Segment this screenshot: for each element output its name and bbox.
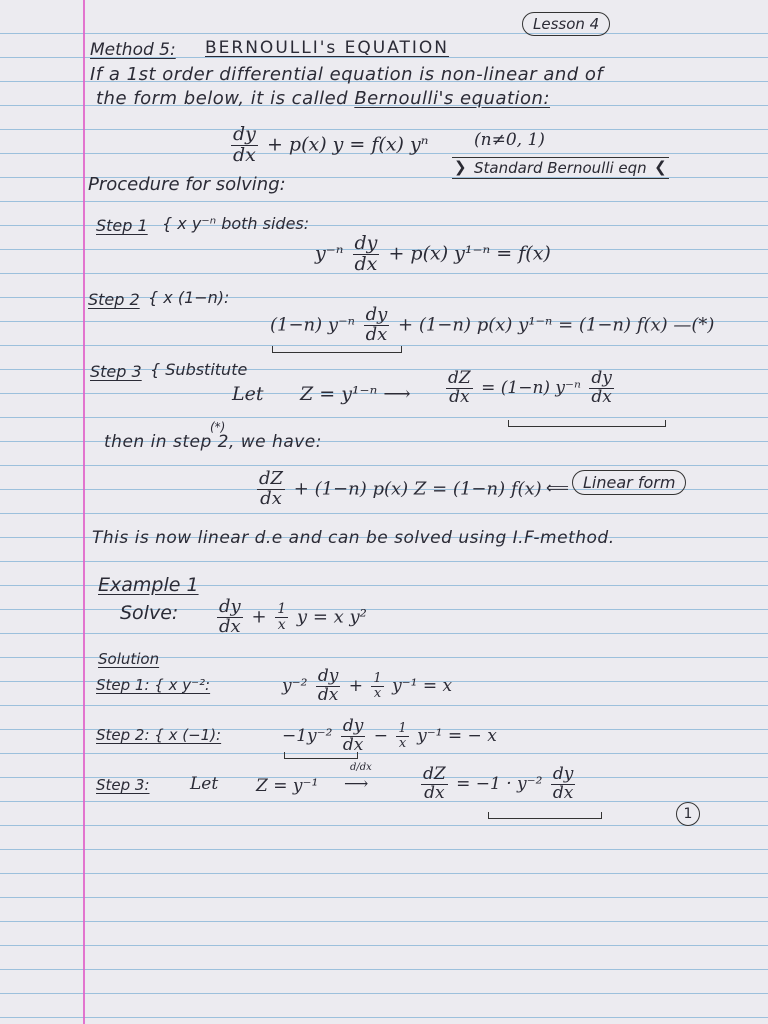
s3-derivative bbox=[418, 766, 578, 803]
step1-post: + p(x) y¹⁻ⁿ = f(x) bbox=[388, 242, 551, 265]
conclusion-text: This is now linear d.e and can be solved using I.F-method. bbox=[92, 528, 615, 548]
intro-line-1: If a 1st order differential equation is non-linear and of bbox=[90, 64, 604, 85]
step2-equation bbox=[270, 306, 714, 345]
s1-post: y⁻¹ = x bbox=[392, 675, 453, 696]
dz-dx-fraction: $\frac{dZ}{dx}$ bbox=[448, 368, 471, 407]
linear-form-tag: Linear form bbox=[572, 470, 686, 495]
intro-term: Bernoulli's equation: bbox=[354, 88, 551, 109]
step3-derivative bbox=[443, 370, 617, 407]
solution-step3-label: Step 3: bbox=[96, 776, 150, 794]
solution-step2-equation bbox=[282, 718, 497, 755]
step1-operation: { x y⁻ⁿ both sides: bbox=[162, 214, 310, 233]
step2-fraction: $\frac{dy}{dx}$ bbox=[365, 304, 388, 345]
step2-underbrace bbox=[272, 346, 402, 353]
linear-rest: + (1−n) p(x) Z = (1−n) f(x) bbox=[293, 478, 542, 500]
s2-pre: −1y⁻² bbox=[282, 725, 333, 746]
lesson-tag: Lesson 4 bbox=[522, 12, 610, 36]
dy-dx-fraction: $\frac{dy}{dx}$ bbox=[233, 123, 256, 166]
s2-one-over-x: $\frac{1}{x}$ bbox=[398, 721, 407, 751]
s3-underbrace bbox=[488, 812, 602, 819]
example-solve: Solve: bbox=[120, 602, 179, 624]
example-plus: + bbox=[251, 606, 267, 628]
step3-dy-fraction: $\frac{dy}{dx}$ bbox=[591, 368, 612, 407]
example-equation bbox=[214, 598, 367, 637]
then-star: (*) bbox=[210, 420, 226, 434]
s2-post: y⁻¹ = − x bbox=[417, 725, 497, 746]
s3-substitution: Z = y⁻¹ bbox=[256, 776, 319, 796]
s3-dy-dx: $\frac{dy}{dx}$ bbox=[552, 764, 574, 803]
step3-underbrace bbox=[508, 420, 666, 427]
step2-post: + (1−n) p(x) y¹⁻ⁿ = (1−n) f(x) —(*) bbox=[398, 314, 715, 336]
s3-dz-dx: $\frac{dZ}{dx}$ bbox=[423, 764, 446, 803]
intro-line-2 bbox=[96, 88, 550, 109]
linear-fraction: $\frac{dZ}{dx}$ bbox=[259, 468, 284, 509]
step3-mid: = (1−n) y⁻ⁿ bbox=[481, 377, 581, 398]
method-label: Method 5: bbox=[90, 40, 176, 60]
step3-operation: { Substitute bbox=[150, 360, 248, 379]
page-number: 1 bbox=[676, 802, 700, 826]
s1-one-over-x: $\frac{1}{x}$ bbox=[373, 671, 382, 701]
step2-operation: { x (1−n): bbox=[148, 288, 230, 307]
step2-pre: (1−n) y⁻ⁿ bbox=[270, 314, 355, 336]
procedure-heading: Procedure for solving: bbox=[88, 174, 286, 195]
standard-rest: + p(x) y = f(x) yⁿ bbox=[266, 133, 429, 156]
s3-arrow-label: d/dx bbox=[350, 762, 372, 773]
solution-step1-label: Step 1: { x y⁻²: bbox=[96, 676, 211, 694]
standard-banner: ❯ Standard Bernoulli eqn ❮ bbox=[452, 157, 669, 179]
s3-mid: = −1 · y⁻² bbox=[456, 773, 543, 794]
s1-fraction: $\frac{dy}{dx}$ bbox=[317, 666, 339, 705]
example-rest: y = x y² bbox=[296, 606, 367, 628]
step2-label: Step 2 bbox=[88, 290, 140, 309]
s2-fraction: $\frac{dy}{dx}$ bbox=[342, 716, 364, 755]
then-text: then in step 2, we have: bbox=[104, 432, 322, 452]
step1-label: Step 1 bbox=[96, 216, 148, 235]
standard-equation bbox=[228, 125, 428, 166]
example-one-over-x: $\frac{1}{x}$ bbox=[277, 601, 287, 633]
margin-line bbox=[83, 0, 85, 1024]
example-heading: Example 1 bbox=[98, 574, 199, 596]
solution-step2-label: Step 2: { x (−1): bbox=[96, 726, 222, 744]
solution-heading: Solution bbox=[98, 650, 160, 668]
step1-equation bbox=[315, 234, 551, 275]
solution-step1-equation bbox=[282, 668, 452, 705]
step1-pre: y⁻ⁿ bbox=[315, 242, 344, 265]
s2-minus: − bbox=[373, 725, 389, 746]
s2-underbrace bbox=[284, 752, 358, 759]
intro-line-2-text: the form below, it is called bbox=[96, 88, 355, 109]
step3-let: Let bbox=[232, 383, 264, 405]
standard-condition: (n≠0, 1) bbox=[474, 130, 545, 150]
s3-arrow: ⟶ bbox=[344, 774, 369, 794]
step3-substitution: Z = y¹⁻ⁿ ⟶ bbox=[300, 383, 411, 405]
s1-plus: + bbox=[348, 675, 363, 696]
linear-arrow: ⟸ bbox=[546, 478, 569, 497]
s1-pre: y⁻² bbox=[282, 675, 308, 696]
s3-let: Let bbox=[190, 774, 219, 794]
page-title: BERNOULLI's EQUATION bbox=[205, 38, 450, 58]
step3-label: Step 3 bbox=[90, 362, 142, 381]
example-dy-dx: $\frac{dy}{dx}$ bbox=[219, 596, 241, 637]
step1-fraction: $\frac{dy}{dx}$ bbox=[354, 232, 378, 275]
linear-equation bbox=[254, 470, 542, 509]
